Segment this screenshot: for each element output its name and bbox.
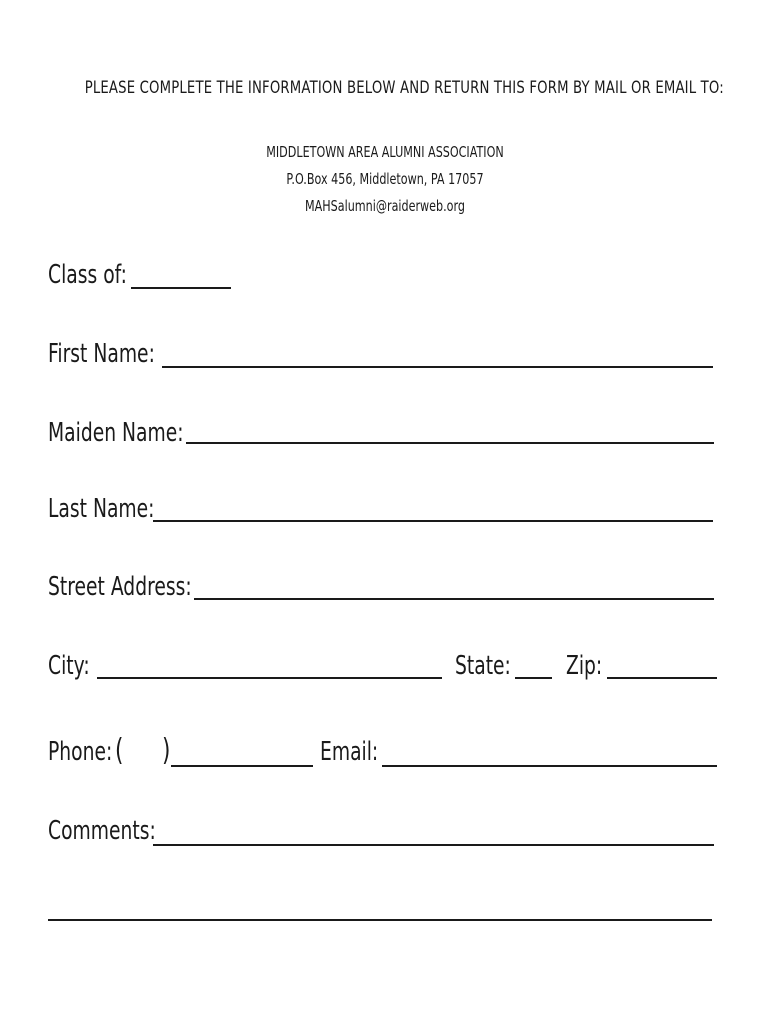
last-name-line[interactable] <box>153 520 713 522</box>
city-label: City: <box>48 651 90 681</box>
maiden-name-label: Maiden Name: <box>48 418 184 448</box>
state-label: State: <box>455 651 511 681</box>
comments-line[interactable] <box>153 844 714 846</box>
form-instructions: PLEASE COMPLETE THE INFORMATION BELOW AND RETURN THIS FORM BY MAIL OR EMAIL TO: <box>84 78 724 98</box>
street-address-line[interactable] <box>194 598 714 600</box>
comments-line-2[interactable] <box>48 919 712 921</box>
first-name-line[interactable] <box>162 366 713 368</box>
organization-name: MIDDLETOWN AREA ALUMNI ASSOCIATION <box>266 143 504 161</box>
contact-email: MAHSalumni@raiderweb.org <box>305 197 465 215</box>
first-name-label: First Name: <box>48 339 155 369</box>
email-line[interactable] <box>382 765 717 767</box>
mailing-address: P.O.Box 456, Middletown, PA 17057 <box>286 170 484 188</box>
email-label: Email: <box>320 737 379 767</box>
phone-line[interactable] <box>171 765 313 767</box>
state-line[interactable] <box>515 677 552 679</box>
maiden-name-line[interactable] <box>186 442 714 444</box>
class-of-label: Class of: <box>48 260 127 290</box>
city-line[interactable] <box>97 677 442 679</box>
zip-label: Zip: <box>566 651 603 681</box>
phone-area-open-paren: ( <box>115 733 124 768</box>
class-of-line[interactable] <box>131 287 231 289</box>
last-name-label: Last Name: <box>48 494 155 524</box>
phone-area-close-paren: ) <box>162 733 171 768</box>
comments-label: Comments: <box>48 816 156 846</box>
street-address-label: Street Address: <box>48 572 192 602</box>
zip-line[interactable] <box>607 677 717 679</box>
phone-label: Phone: <box>48 737 113 767</box>
